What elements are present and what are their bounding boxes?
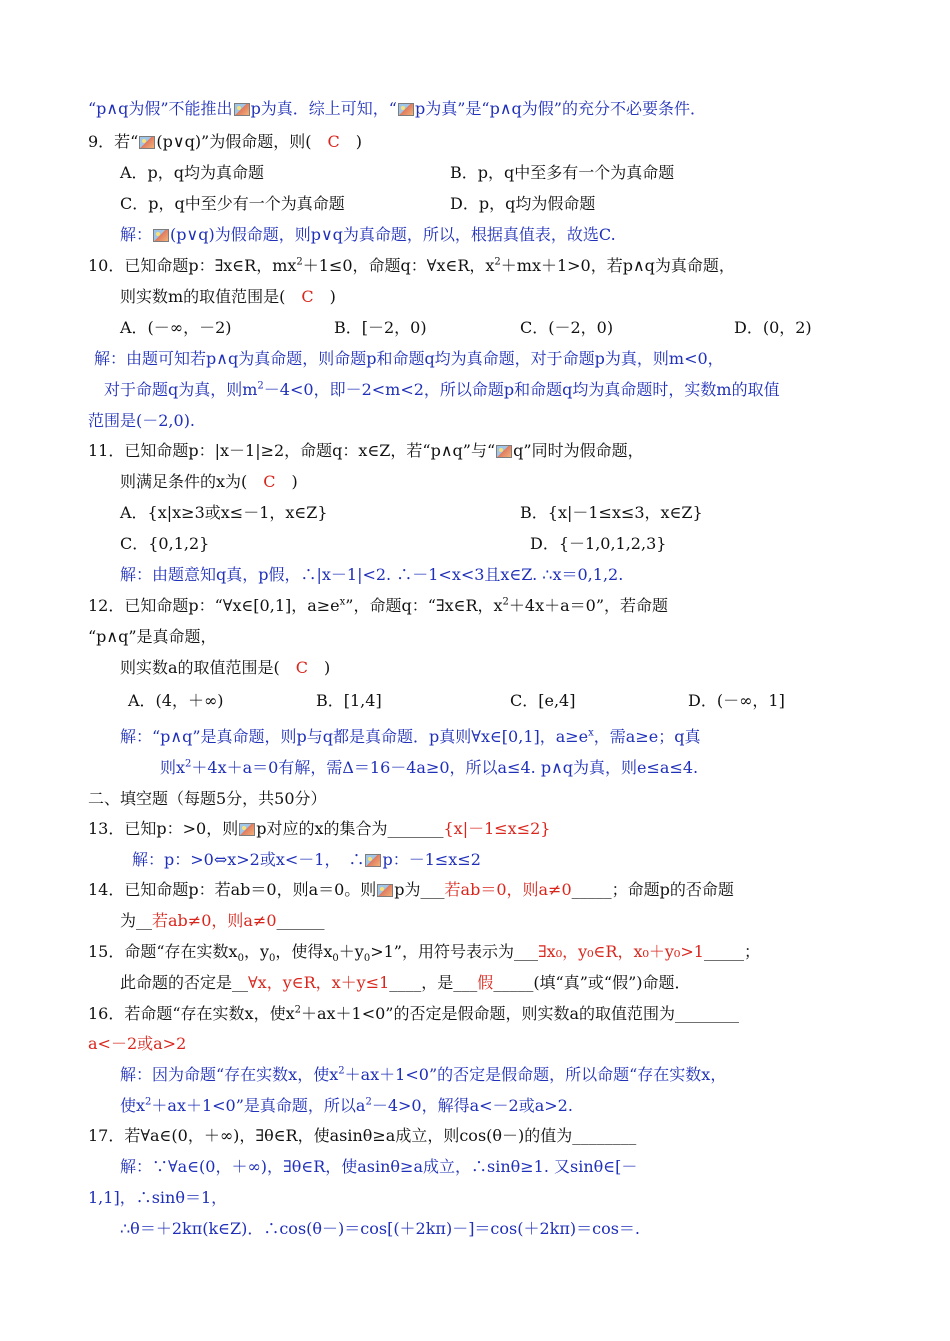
text-run: 16．若命题“存在实数x，使x [88,1004,295,1023]
text-line [88,626,217,648]
answer-text: 若ab＝0，则a≠0 [444,880,572,899]
text-line [160,757,698,779]
text-line [88,440,644,462]
text-run: _____； [703,942,760,961]
text-run: p：－1≤x≤2 [382,850,481,869]
text-line [128,690,224,712]
text-line [734,317,812,339]
answer-text: 若ab≠0，则a≠0 [152,911,277,930]
broken-image-icon [234,103,250,116]
text-line [120,972,691,994]
text-line [120,910,325,932]
text-run: 11．已知命题p：|x－1|≥2，命题q：x∈Z，若“p∧q”与“ [88,441,496,460]
text-line [520,502,703,524]
text-run: 则x [160,758,186,777]
text-run: ____，是___ [389,973,478,992]
text-run: D．(－∞，1] [688,691,785,710]
text-run: p为真”是“p∧q为假”的充分不必要条件． [415,99,706,118]
superscript: 2 [502,596,509,608]
text-run: p对应的x的集合为_______ [256,819,444,838]
text-run: ＋1≤0，命题q：∀x∈R，x [302,256,495,275]
text-line [120,162,264,184]
text-line [120,502,328,524]
text-line [530,533,666,555]
text-run: 解：由题可知若p∧q为真命题，则命题p和命题q均为真命题，对于命题p为真，则m<0， [94,349,724,368]
text-run: B．{x|－1≤x≤3，x∈Z} [520,503,703,522]
text-run: ∴θ＝＋2kπ(k∈Z)．∴cos(θ－)＝cos[(＋2kπ)－]＝cos(＋2kπ)＝cos＝. [120,1219,641,1238]
text-run: ＋mx＋1>0，若p∧q为真命题， [500,256,735,275]
text-line [88,131,362,153]
text-run: 解：“p∧q”是真命题，则p与q都是真命题．p真则∀x∈[0,1]，a≥e [120,727,589,746]
text-run: 使x [120,1096,146,1115]
text-line [510,690,575,712]
text-run: 14．已知命题p：若ab＝0，则a＝0。则 [88,880,377,899]
text-run: 范围是(－2,0). [88,411,196,430]
subscript: 0 [237,953,244,965]
text-line [120,193,345,215]
subscript: 0 [269,953,276,965]
answer-text: {x|－1≤x≤2} [443,819,551,838]
text-run: 为__ [120,911,153,930]
text-run: ＋4x＋a＝0有解，需Δ＝16－4a≥0，所以a≤4. p∧q为真，则e≤a≤4. [191,758,699,777]
text-run: ) [275,472,298,491]
text-line [88,1033,186,1055]
text-line [120,1064,726,1086]
text-line [334,317,427,339]
superscript: 2 [185,758,192,770]
text-run: A．p，q均为真命题 [120,163,265,182]
text-run: ) [339,132,362,151]
text-run: 解： [120,225,153,244]
text-run: C．[e,4] [510,691,576,710]
text-run: “p∧q”是真命题， [88,627,217,646]
text-run: D．{－1,0,1,2,3} [530,534,667,553]
subscript: 0 [363,953,371,965]
text-line [120,317,232,339]
text-run: B．[1,4] [316,691,382,710]
superscript: x [339,596,346,608]
text-run: 则实数a的取值范围是( [120,658,296,677]
text-line [88,879,734,901]
text-run: C．(－2，0) [520,318,614,337]
superscript: x [588,727,594,739]
text-run: ”，命题q：“∃x∈R，x [345,596,503,615]
text-run: 13．已知p：>0，则 [88,819,239,838]
answer-text: ∀x，y∈R，x＋y≤1 [248,973,390,992]
superscript: 2 [338,1065,345,1077]
text-line [120,726,700,748]
broken-image-icon [365,854,381,867]
text-line [120,657,330,679]
answer-text: C [301,287,314,306]
text-run: 二、填空题（每题5分，共50分） [88,789,327,808]
text-run: ＋ax＋1<0”是真命题，所以a [151,1096,366,1115]
text-run: 则满足条件的x为( [120,472,264,491]
text-line [120,224,616,246]
superscript: 2 [145,1096,152,1108]
text-line [88,98,706,120]
text-run: －4<0，即－2<m<2，所以命题p和命题q均为真命题时，实数m的取值 [263,380,780,399]
text-run: q”同时为假命题， [513,441,644,460]
text-run: A．(－∞，－2) [120,318,232,337]
text-run: >1”，用符号表示为___ [370,942,538,961]
text-run: B．p，q中至多有一个为真命题 [450,163,675,182]
text-run: ＋ax＋1<0”的否定是假命题，则实数a的取值范围为________ [300,1004,740,1023]
text-run: B．[－2，0) [334,318,427,337]
text-run: C．p，q中至少有一个为真命题 [120,194,345,213]
text-run: 解：因为命题“存在实数x，使x [120,1065,339,1084]
text-line [88,818,550,840]
text-run: D．p，q均为假命题 [450,194,596,213]
text-line [120,286,336,308]
text-line [316,690,382,712]
text-run: 10．已知命题p：∃x∈R，mx [88,256,297,275]
text-line [120,533,209,555]
broken-image-icon [377,884,393,897]
text-run: 12．已知命题p：“∀x∈[0,1]，a≥e [88,596,340,615]
text-run: p为___ [394,880,445,899]
text-run: ＋4x＋a＝0”，若命题 [508,596,669,615]
answer-text: C [263,472,276,491]
text-line [88,1003,739,1025]
text-run: 1,1]，∴sinθ＝1， [88,1188,228,1207]
text-run: 15．命题“存在实数x [88,942,238,961]
broken-image-icon [153,229,169,242]
text-run: 解：∵∀a∈(0，＋∞)，∃θ∈R，使asinθ≥a成立，∴sinθ≥1. 又sinθ∈[－ [120,1157,638,1176]
text-line [88,1125,636,1147]
text-line [688,690,785,712]
text-run: 对于命题q为真，则m [104,380,258,399]
text-line [94,348,724,370]
text-run: _____；命题p的否命题 [571,880,734,899]
answer-text: ∃x₀，y₀∈R，x₀＋y₀>1 [537,942,704,961]
text-line [120,1218,640,1240]
text-line [120,471,298,493]
broken-image-icon [239,823,255,836]
text-run: C．{0,1,2} [120,534,210,553]
text-line [132,849,481,871]
text-line [104,379,780,401]
text-run: A．(4，＋∞) [128,691,224,710]
superscript: 2 [296,256,303,268]
text-run: A．{x|x≥3或x≤－1，x∈Z} [120,503,328,522]
text-run: 17．若∀a∈(0，＋∞)，∃θ∈R，使asinθ≥a成立，则cos(θ－)的值为________ [88,1126,637,1145]
superscript: 2 [257,380,264,392]
text-line [88,788,327,810]
superscript: 2 [294,1004,301,1016]
answer-text: C [295,658,309,677]
subscript: 0 [332,953,339,965]
broken-image-icon [496,445,512,458]
superscript: 2 [494,256,501,268]
text-run: ，y [243,942,269,961]
text-run: 9．若“ [88,132,139,151]
text-run: ______ [276,911,325,930]
text-line [120,564,623,586]
superscript: 2 [365,1096,372,1108]
text-run: “p∧q为假”不能推出 [88,99,233,118]
text-line [120,1156,637,1178]
text-run: ) [313,287,336,306]
text-run: _____(填“真”或“假”)命题． [493,973,691,992]
text-run: ＋ax＋1<0”的否定是假命题，所以命题“存在实数x， [344,1065,727,1084]
text-run: (p∨q)”为假命题，则( [156,132,328,151]
answer-text: 假 [477,973,494,992]
text-run: 解：由题意知q真，p假，∴|x－1|<2. ∴－1<x<3且x∈Z. ∴x＝0,1,2. [120,565,624,584]
text-line [120,1095,573,1117]
text-run: ＋y [338,942,364,961]
answer-text: C [327,132,340,151]
text-line [520,317,613,339]
text-run: －4>0，解得a<－2或a>2. [371,1096,573,1115]
text-run: 此命题的否定是__ [120,973,249,992]
text-run: 则实数m的取值范围是( [120,287,302,306]
text-line [450,162,674,184]
broken-image-icon [139,136,155,149]
text-line [88,1187,227,1209]
answer-text: a<－2或a>2 [88,1034,187,1053]
text-run: ) [308,658,331,677]
broken-image-icon [398,103,414,116]
text-line [88,595,668,617]
text-line [88,255,735,277]
text-line [450,193,595,215]
text-line [88,410,195,432]
text-line [88,941,760,963]
text-run: 解：p：>0⇔x>2或x<－1， ∴ [132,850,365,869]
text-run: D．(0，2) [734,318,812,337]
text-run: p为真．综上可知，“ [250,99,397,118]
text-run: ，使得x [275,942,333,961]
text-run: (p∨q)为假命题，则p∨q为真命题，所以，根据真值表，故选C. [170,225,616,244]
text-run: ，需a≥e；q真 [593,727,701,746]
